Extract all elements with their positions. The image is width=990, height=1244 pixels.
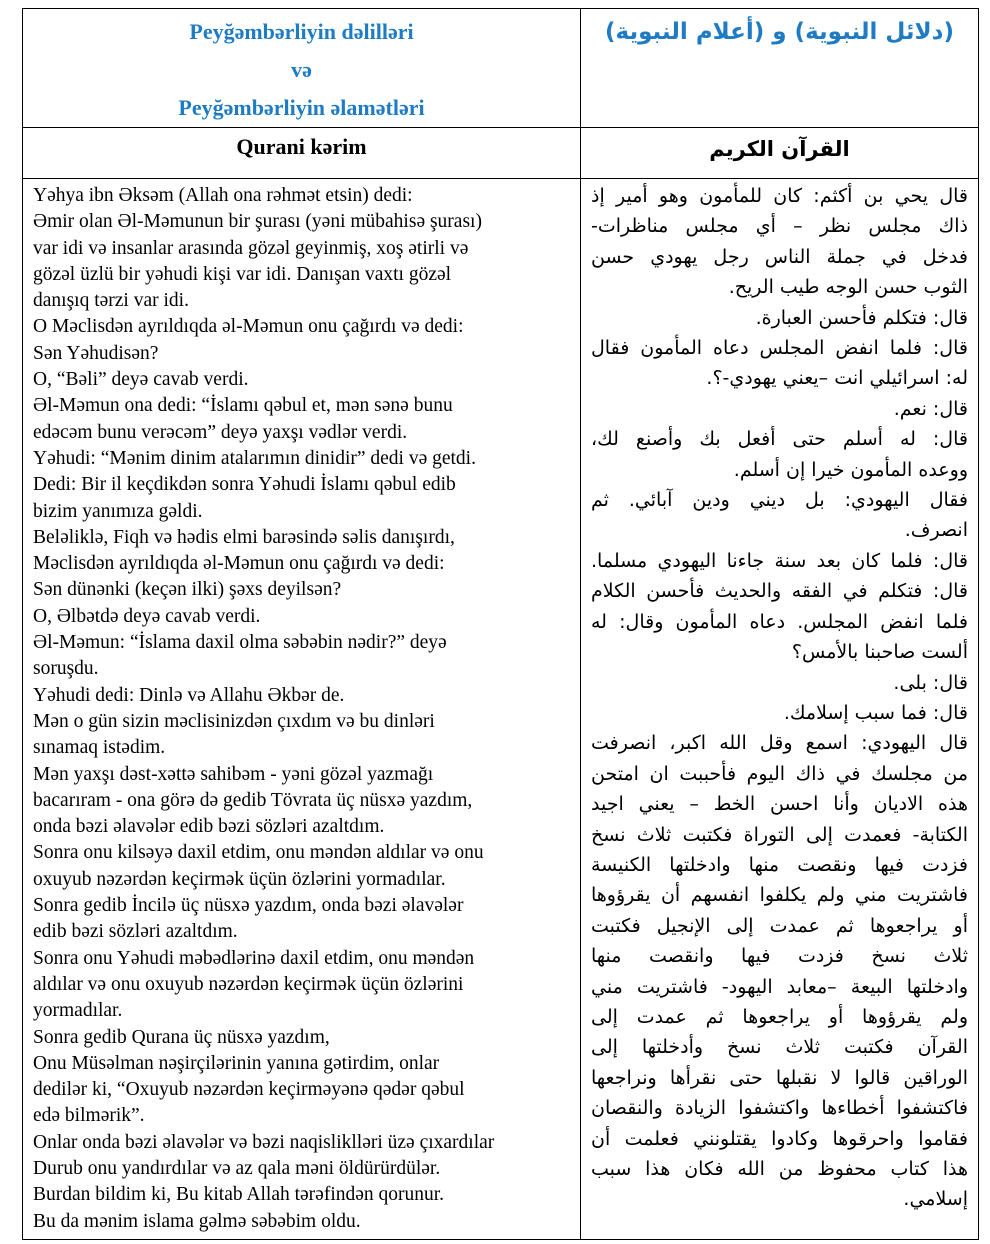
ar-text-line: فلما انفض المجلس. دعاه المأمون وقال: له xyxy=(591,610,968,633)
ar-text-line: فاشتريت مني ولم يكلفوا انفسهم أن يقرؤوها xyxy=(591,884,968,907)
az-text-line: O, Əlbətdə deyə cavab verdi. xyxy=(33,605,261,627)
az-text-line: Yəhudi dedi: Dinlə və Allahu Əkbər de. xyxy=(33,684,345,706)
ar-text-line: فزدت فيها ونقصت منها وادخلتها الكنيسة xyxy=(591,853,968,876)
az-text-line: Onlar onda bəzi əlavələr və bəzi naqisliklləri üzə çıxardılar xyxy=(33,1131,495,1153)
az-text-line: Sonra onu Yəhudi məbədlərinə daxil etdim, onu məndən xyxy=(33,947,475,969)
ar-text-line: له: اسرائيلي انت –يعني يهودي-؟. xyxy=(706,367,968,390)
ar-text-line: هذا كتاب محفوظ من الله فكان هذا سبب xyxy=(591,1158,968,1180)
ar-text-line: قال: فما سبب إسلامك. xyxy=(783,701,968,724)
ar-text-line: قال: له أسلم حتى أفعل بك وأصنع لك، xyxy=(591,428,968,451)
az-text-line: dedilər ki, “Oxuyub nəzərdən keçirməyənə qədər qəbul xyxy=(33,1079,465,1101)
title-ar: (دلائل النبوية) و (أعلام النبوية) xyxy=(605,19,954,45)
body-text-ar xyxy=(581,179,978,1239)
az-text-line: Burdan bildim ki, Bu kitab Allah tərəfindən qorunur. xyxy=(33,1184,445,1206)
ar-text-line: أو يراجعوها ثم عمدت إلى الإنجيل فكتبت xyxy=(591,914,968,937)
az-text-line: danışıq tərzi var idi. xyxy=(33,290,189,312)
az-text-line: O Məclisdən ayrıldıqda əl-Məmun onu çağırdı və dedi: xyxy=(33,316,464,338)
az-text-line: bizim yanımıza gəldi. xyxy=(33,500,203,522)
ar-text-line: فقاموا واحرقوها وكادوا يقتلونني فعلمت أن xyxy=(591,1127,968,1150)
ar-text-line: قال: فتكلم فأحسن العبارة. xyxy=(755,306,968,329)
ar-text-line: قال يحي بن أكثم: كان للمأمون وهو أمير إذ xyxy=(591,185,968,207)
az-text-line: Əl-Məmun ona dedi: “İslamı qəbul et, mən sənə bunu xyxy=(33,395,453,417)
az-text-line: sınamaq istədim. xyxy=(33,737,166,759)
az-text-line: Yəhudi: “Mənim dinim atalarımın dinidir” dedi və getdi. xyxy=(33,447,476,469)
title-cell-ar xyxy=(581,9,979,128)
az-text-line: edib bəzi sözləri azaltdım. xyxy=(33,921,238,943)
ar-text-line: الكتابة- فعمدت إلى التوراة فكتبت ثلاث نسخ xyxy=(591,823,968,846)
az-text-line: edəcəm bunu verəcəm” deyə yaxşı vədlər verdi. xyxy=(33,421,408,443)
ar-text-line: وادخلتها البيعة –معابد اليهود- فاشتريت مني xyxy=(591,975,968,998)
ar-text-line: إسلامي. xyxy=(903,1188,968,1211)
ar-text-line: القرآن فكتبت ثلاث نسخ وأدخلتها إلى xyxy=(591,1036,968,1059)
bilingual-table xyxy=(22,8,979,1240)
az-text-line: gözəl üzlü bir yəhudi kişi var idi. Danışan vaxtı gözəl xyxy=(33,263,452,285)
az-text-line: Dedi: Bir il keçdikdən sonra Yəhudi İslamı qəbul edib xyxy=(33,474,456,496)
az-text-line: Sonra gedib İncilə üç nüsxə yazdım, onda bəzi əlavələr xyxy=(33,895,464,917)
ar-text-line: فاكتشفوا أخطاءها واكتشفوا الزيادة والنقصان xyxy=(591,1097,968,1120)
az-text-line: Əl-Məmun: “İslama daxil olma səbəbin nədir?” deyə xyxy=(33,632,447,654)
az-text-line: Beləliklə, Fiqh və hədis elmi barəsində səlis danışırdı, xyxy=(33,526,455,548)
az-text-line: Durub onu yandırdılar və az qala məni öldürürdülər. xyxy=(33,1157,441,1179)
az-text-line: Onu Müsəlman nəşirçilərinin yanına gətirdim, onlar xyxy=(33,1052,440,1074)
body-cell-az xyxy=(23,179,581,1240)
az-text-line: Əmir olan Əl-Məmunun bir şurası (yəni mübahisə şurası) xyxy=(33,211,482,233)
ar-text-line: ألست صاحبنا بالأمس؟ xyxy=(791,641,968,664)
az-text-line: aldılar və onu oxuyub nəzərdən keçirmək üçün özlərini xyxy=(33,973,464,995)
az-text-line: edə bilmərik”. xyxy=(33,1105,145,1127)
ar-text-line: قال: فلما انفض المجلس دعاه المأمون فقال xyxy=(591,337,968,360)
ar-text-line: ذاك مجلس نظر – أي مجلس مناظرات- xyxy=(591,215,968,238)
az-text-line: yormadılar. xyxy=(33,1000,123,1022)
ar-text-line: ولم يقرؤوها أو يراجعوها ثم عمدت إلى xyxy=(591,1005,968,1028)
ar-text-line: قال: بلى. xyxy=(893,671,968,694)
ar-text-line: فدخل في جملة الناس رجل يهودي حسن xyxy=(591,245,968,268)
az-text-line: oxuyub nəzərdən keçirmək üçün özlərini yormadılar. xyxy=(33,868,446,890)
az-text-line: Mən o gün sizin məclisinizdən çıxdım və bu dinləri xyxy=(33,710,435,732)
az-text-line: Sonra gedib Qurana üç nüsxə yazdım, xyxy=(33,1026,330,1048)
az-text-line: Mən yaxşı dəst-xəttə sahibəm - yəni gözəl yazmağı xyxy=(33,763,434,785)
az-text-line: var idi və insanlar arasında gözəl geyinmiş, xoş ətirli və xyxy=(33,237,469,259)
document-page xyxy=(22,8,978,1230)
az-text-line: Yəhya ibn Əksəm (Allah ona rəhmət etsin) dedi: xyxy=(33,185,413,206)
ar-text-line: قال اليهودي: اسمع وقل الله اكبر، انصرفت xyxy=(591,732,968,755)
az-text-line: Sən dünənki (keçən ilki) şəxs deyilsən? xyxy=(33,579,342,601)
ar-text-line: ثلاث نسخ فزدت فيها وانقصت منها xyxy=(591,945,968,968)
title-az-line-3: Peyğəmbərliyin əlamətləri xyxy=(178,95,425,120)
ar-text-line: قال: فلما كان بعد سنة جاءنا اليهودي مسلما. xyxy=(591,549,968,572)
column-header-az-cell xyxy=(23,128,581,179)
ar-text-line: ووعده المأمون خيرا إن أسلم. xyxy=(733,458,968,481)
ar-text-line: انصرف. xyxy=(904,519,968,542)
az-text-line: onda bəzi əlavələr edib bəzi sözləri azaltdım. xyxy=(33,816,385,838)
ar-text-line: الثوب حسن الوجه طيب الريح. xyxy=(728,276,968,299)
title-az-line-2: və xyxy=(291,57,312,82)
column-header-az: Qurani kərim xyxy=(236,134,367,159)
ar-text-line: هذه الاديان وأنا احسن الخط – يعني اجيد xyxy=(591,793,968,816)
az-text-line: soruşdu. xyxy=(33,658,99,680)
ar-text-line: فقال اليهودي: بل ديني ودين آبائي. ثم xyxy=(591,489,968,512)
column-header-ar-cell xyxy=(581,128,979,179)
az-text-line: Sonra onu kilsəyə daxil etdim, onu məndən aldılar və onu xyxy=(33,842,484,864)
ar-text-line: الوراقين قالوا لا نقبلها حتى نقرأها ونراجعها xyxy=(591,1066,968,1089)
az-text-line: Sən Yəhudisən? xyxy=(33,342,159,364)
column-header-ar: القرآن الكريم xyxy=(709,137,850,161)
title-az-line-1: Peyğəmbərliyin dəlilləri xyxy=(189,19,414,44)
az-text-line: bacarıram - ona görə də gedib Tövrata üç nüsxə yazdım, xyxy=(33,789,473,811)
ar-text-line: من مجلسك في ذاك اليوم فأحببت ان امتحن xyxy=(591,762,968,785)
ar-text-line: قال: نعم. xyxy=(893,397,968,420)
body-text-az xyxy=(23,179,580,1239)
az-text-line: O, “Bəli” deyə cavab verdi. xyxy=(33,369,249,391)
az-text-line: Bu da mənim islama gəlmə səbəbim oldu. xyxy=(33,1210,361,1232)
ar-text-line: قال: فتكلم في الفقه والحديث فأحسن الكلام xyxy=(591,580,968,603)
title-az xyxy=(23,9,580,127)
title-cell-az xyxy=(23,9,581,128)
az-text-line: Məclisdən ayrıldıqda əl-Məmun onu çağırdı və dedi: xyxy=(33,553,445,575)
body-cell-ar xyxy=(581,179,979,1240)
